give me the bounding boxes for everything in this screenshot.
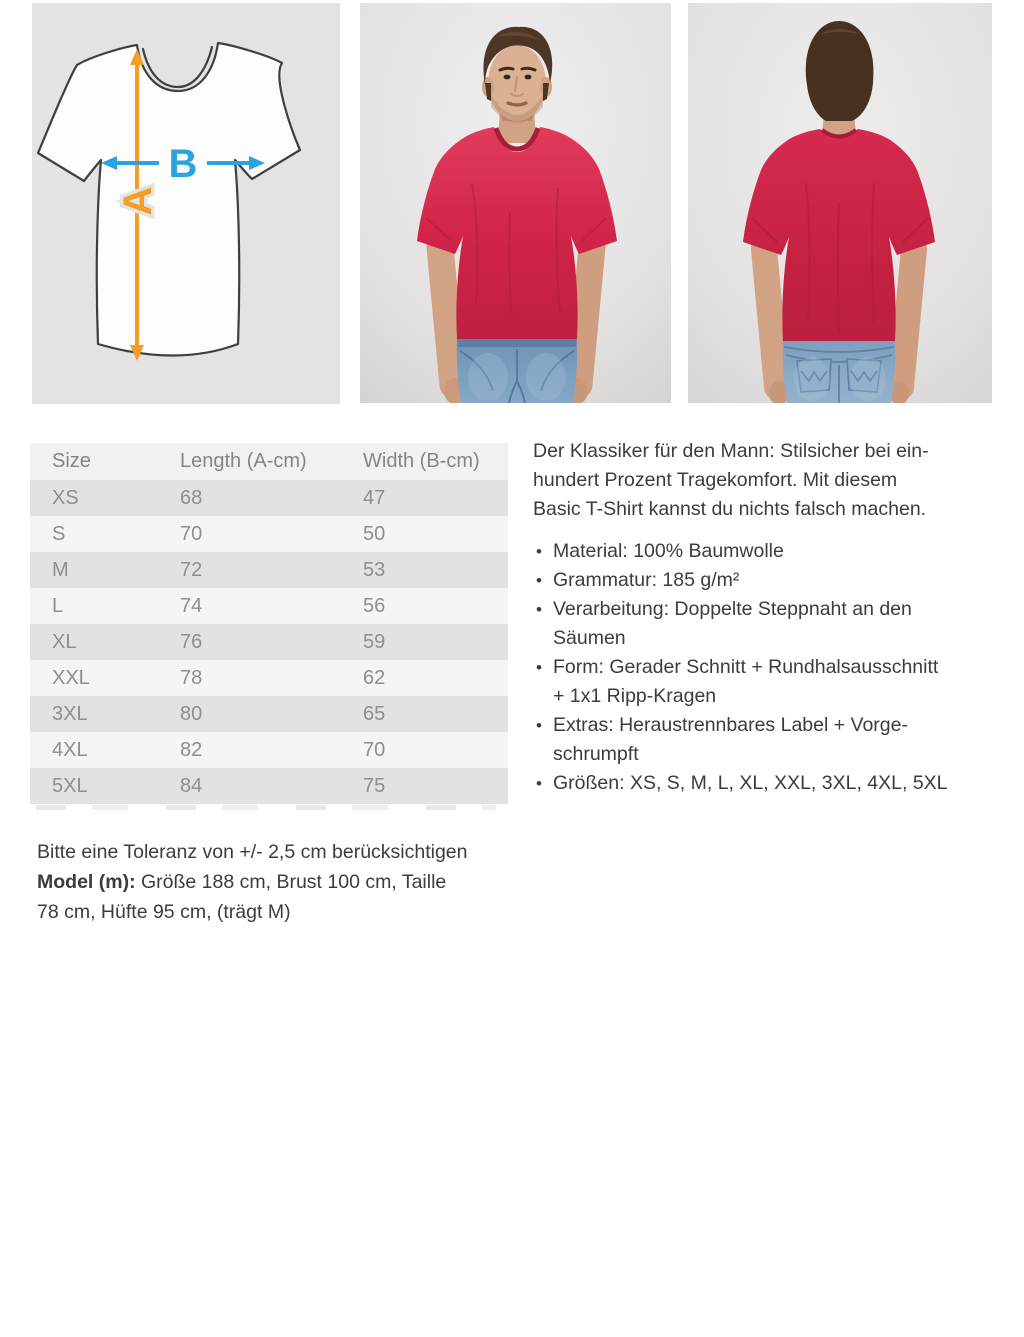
table-cell: 53	[341, 552, 508, 588]
table-cell: 4XL	[30, 732, 158, 768]
size-diagram-svg	[32, 3, 340, 404]
bullet-icon: •	[536, 658, 542, 677]
model-label: Model (m):	[37, 871, 136, 893]
product-photo-front	[360, 3, 671, 403]
front-photo-svg	[360, 3, 671, 403]
table-cell: 59	[341, 624, 508, 660]
table-row	[30, 588, 508, 624]
table-cell: 3XL	[30, 696, 158, 732]
table-cell: 75	[341, 768, 508, 804]
bullet-icon: •	[536, 774, 542, 793]
table-cell: XS	[30, 480, 158, 516]
description-line: Basic T-Shirt kannst du nichts falsch machen.	[533, 498, 927, 520]
description-bullets	[533, 537, 1011, 798]
measurement-notes	[37, 837, 537, 927]
table-cell: 76	[158, 624, 341, 660]
table-cell: 47	[341, 480, 508, 516]
table-cell: 70	[341, 732, 508, 768]
product-description	[533, 437, 1011, 798]
size-table-body	[30, 480, 508, 804]
table-row	[30, 660, 508, 696]
bullet-text: Verarbeitung: Doppelte Steppnaht an den Säumen	[553, 598, 912, 649]
table-cell: 65	[341, 696, 508, 732]
bullet-text: Größen: XS, S, M, L, XL, XXL, 3XL, 4XL, 5XL	[553, 772, 948, 794]
bullet-text: Material: 100% Baumwolle	[553, 540, 784, 562]
product-photo-back	[688, 3, 992, 403]
table-row	[30, 768, 508, 804]
description-intro	[533, 437, 1011, 524]
model-info-line1	[37, 867, 537, 897]
bullet-item	[533, 566, 1011, 595]
bullet-text: Grammatur: 185 g/m²	[553, 569, 740, 591]
bullet-icon: •	[536, 571, 542, 590]
bullet-item	[533, 595, 1011, 653]
bullet-item	[533, 653, 1011, 711]
table-row	[30, 624, 508, 660]
table-cell: M	[30, 552, 158, 588]
table-cell: 78	[158, 660, 341, 696]
table-cell: L	[30, 588, 158, 624]
label-a: A	[116, 186, 160, 216]
size-table-header	[30, 443, 508, 480]
table-row	[30, 696, 508, 732]
back-photo-svg	[688, 3, 992, 403]
column-header-size: Size	[30, 443, 158, 480]
table-row	[30, 552, 508, 588]
table-cell: 74	[158, 588, 341, 624]
description-line: hundert Prozent Tragekomfort. Mit diesem	[533, 469, 898, 491]
table-cell: 82	[158, 732, 341, 768]
table-cell: 68	[158, 480, 341, 516]
table-cell: 5XL	[30, 768, 158, 804]
table-cell: 56	[341, 588, 508, 624]
bullet-item	[533, 769, 1011, 798]
bullet-text: Extras: Heraustrennbares Label + Vorge- schrumpft	[553, 714, 908, 765]
bullet-item	[533, 537, 1011, 566]
table-bottom-artifact	[36, 805, 496, 810]
size-diagram-image	[32, 3, 340, 404]
table-cell: 80	[158, 696, 341, 732]
column-header-width: Width (B-cm)	[341, 443, 508, 480]
bullet-text: Form: Gerader Schnitt + Rundhalsausschnitt + 1x1 Ripp-Kragen	[553, 656, 939, 707]
model-info-line2: 78 cm, Hüfte 95 cm, (trägt M)	[37, 901, 291, 923]
table-row	[30, 732, 508, 768]
model-details: Größe 188 cm, Brust 100 cm, Taille	[135, 871, 447, 893]
tolerance-note: Bitte eine Toleranz von +/- 2,5 cm berücksichtigen	[37, 841, 468, 863]
table-cell: 84	[158, 768, 341, 804]
table-row	[30, 480, 508, 516]
table-cell: 62	[341, 660, 508, 696]
table-cell: 72	[158, 552, 341, 588]
table-cell: XL	[30, 624, 158, 660]
label-b: B	[168, 142, 198, 186]
table-cell: 70	[158, 516, 341, 552]
description-line: Der Klassiker für den Mann: Stilsicher bei ein-	[533, 440, 929, 462]
table-cell: XXL	[30, 660, 158, 696]
table-cell: S	[30, 516, 158, 552]
table-row	[30, 516, 508, 552]
column-header-length: Length (A-cm)	[158, 443, 341, 480]
bullet-icon: •	[536, 716, 542, 735]
bullet-icon: •	[536, 600, 542, 619]
bullet-item	[533, 711, 1011, 769]
size-table	[30, 443, 508, 804]
table-cell: 50	[341, 516, 508, 552]
bullet-icon: •	[536, 542, 542, 561]
